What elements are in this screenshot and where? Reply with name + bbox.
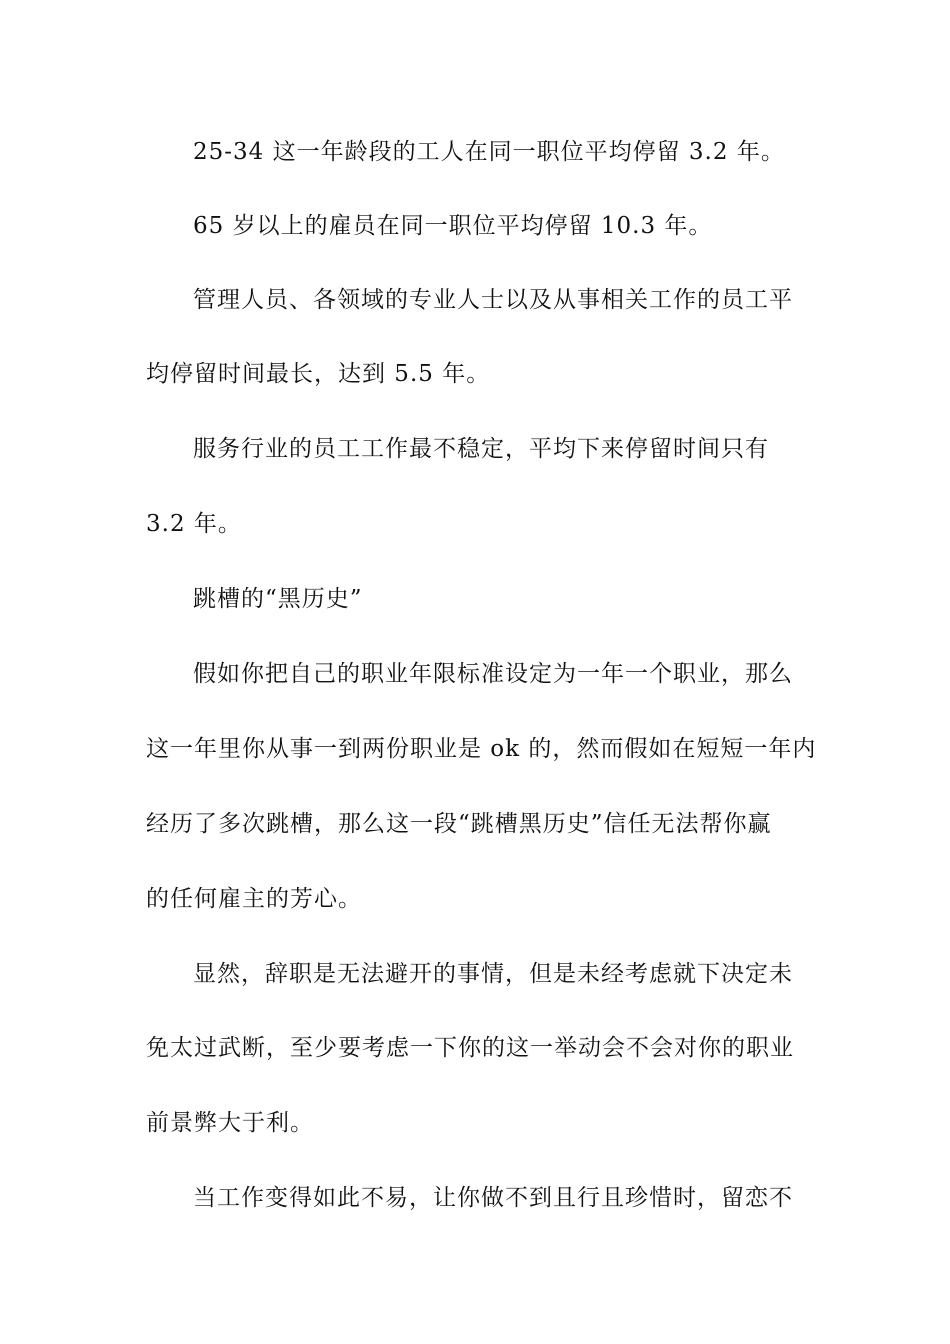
text-line: 这一年里你从事一到两份职业是 ok 的，然而假如在短短一年内 bbox=[146, 736, 817, 762]
text-line: 前景弊大于利。 bbox=[146, 1110, 314, 1136]
text-line: 显然，辞职是无法避开的事情，但是未经考虑就下决定未 bbox=[193, 961, 793, 987]
text-line: 25-34 这一年龄段的工人在同一职位平均停留 3.2 年。 bbox=[193, 139, 785, 165]
section-heading: 跳槽的“黑历史” bbox=[193, 586, 363, 612]
text-line: 经历了多次跳槽，那么这一段“跳槽黑历史”信任无法帮你赢 bbox=[146, 811, 772, 837]
text-line: 服务行业的员工工作最不稳定，平均下来停留时间只有 bbox=[193, 436, 769, 462]
text-line: 均停留时间最长，达到 5.5 年。 bbox=[146, 361, 491, 387]
text-line: 当工作变得如此不易，让你做不到且行且珍惜时，留恋不 bbox=[193, 1185, 793, 1211]
text-line: 65 岁以上的雇员在同一职位平均停留 10.3 年。 bbox=[193, 213, 713, 239]
text-line: 假如你把自己的职业年限标准设定为一年一个职业，那么 bbox=[193, 661, 793, 687]
text-line: 3.2 年。 bbox=[146, 511, 242, 537]
text-line: 管理人员、各领域的专业人士以及从事相关工作的员工平 bbox=[193, 287, 793, 313]
text-line: 免太过武断，至少要考虑一下你的这一举动会不会对你的职业 bbox=[146, 1035, 794, 1061]
text-line: 的任何雇主的芳心。 bbox=[146, 886, 362, 912]
